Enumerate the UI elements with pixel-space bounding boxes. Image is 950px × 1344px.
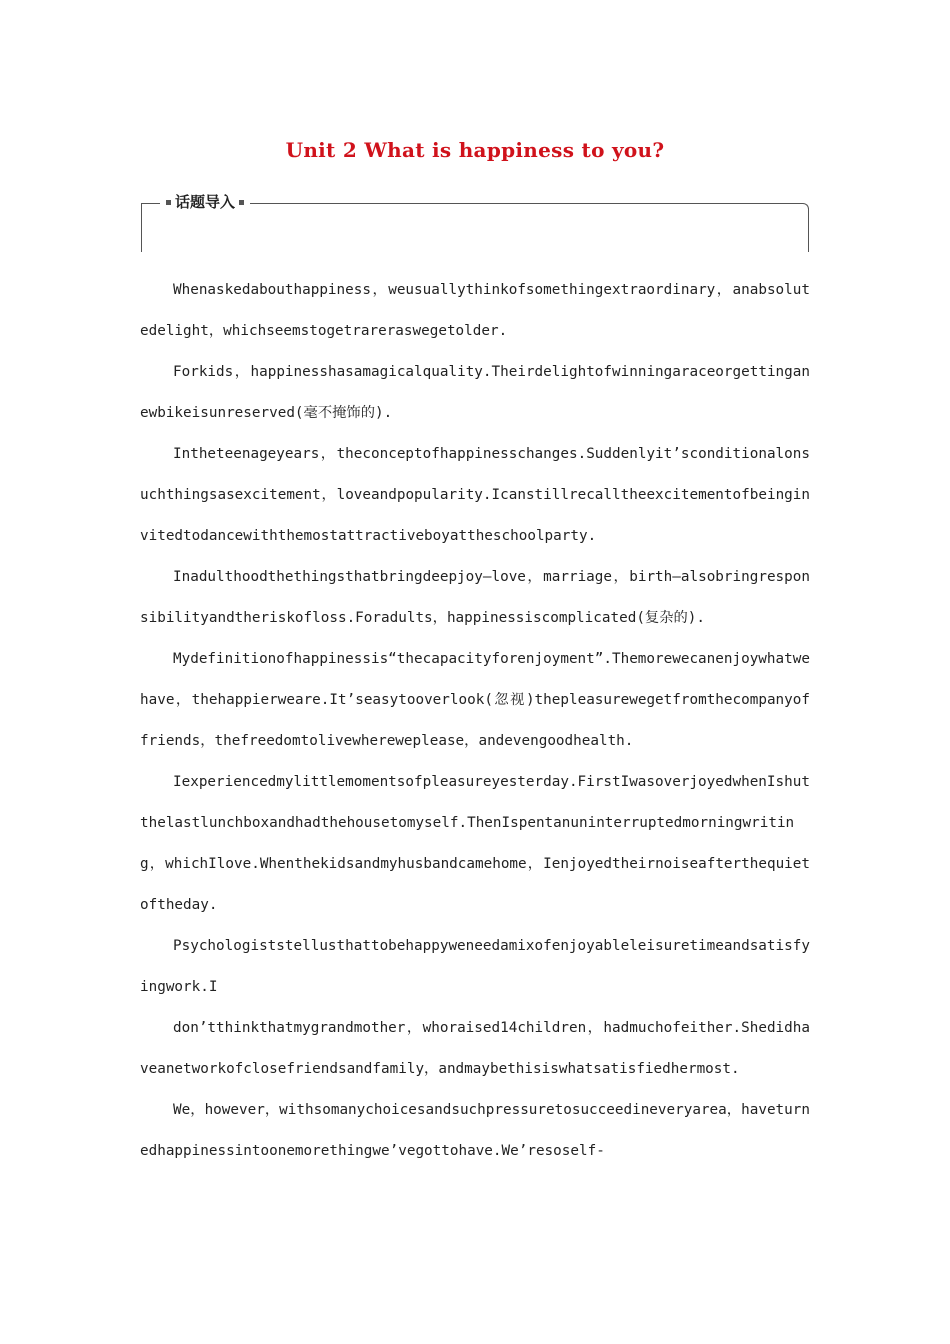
paragraph: Inadulthoodthethingsthatbringdeepjoy—love，marriage，birth—alsobringresponsibilityandtheriskofloss.Foradults，happinessiscomplicated(复杂的). bbox=[140, 569, 810, 626]
paragraph: don’tthinkthatmygrandmother，whoraised14children，hadmuchofeither.Shedidhaveanetworkofclosefriendsandfamily，andmaybethisiswhatsatisfiedhermost. bbox=[140, 1020, 810, 1077]
paragraph: Whenaskedabouthappiness，weusuallythinkofsomethingextraordinary，anabsolutedelight，whichseemstogetrareraswegetolder. bbox=[140, 282, 810, 339]
page-title: Unit 2 What is happiness to you? bbox=[285, 138, 665, 162]
paragraph: We，however，withsomanychoicesandsuchpressuretosucceedineveryarea，haveturnedhappinessintoonemorethingwe’vegottohave.We’resoself- bbox=[140, 1102, 810, 1159]
paragraph: Forkids，happinesshasamagicalquality.Theirdelightofwinningaraceorgettinganewbikeisunreserved(毫不掩饰的). bbox=[140, 364, 810, 421]
topic-intro-heading bbox=[160, 192, 250, 212]
article-body bbox=[140, 270, 810, 1172]
topic-intro-label: 话题导入 bbox=[175, 193, 236, 211]
paragraph: Iexperiencedmylittlemomentsofpleasureyesterday.FirstIwasoverjoyedwhenIshutthelastlunchboxandhadthehousetomyself.ThenIspentanuninterruptedmorningwriting，whichIlove.Whenthekidsandmyhusbandcamehome，Ienjoyedtheirnoiseafterthequietoftheday. bbox=[140, 774, 810, 913]
paragraph: Mydefinitionofhappinessis“thecapacityforenjoyment”.Themorewecanenjoywhatwehave，thehappierweare.It’seasytooverlook(忽视)thepleasurewegetfromthecompanyoffriends，thefreedomtolivewhereweplease，andevengoodhealth. bbox=[140, 651, 810, 749]
paragraph: Psychologiststellusthattobehappyweneedamixofenjoyableleisuretimeandsatisfyingwork.I bbox=[140, 938, 810, 995]
square-bullet-icon bbox=[239, 200, 244, 205]
paragraph: Intheteenageyears，theconceptofhappinesschanges.Suddenlyit’sconditionalonsuchthingsasexcitement，loveandpopularity.Icanstillrecalltheexcitementofbeinginvitedtodancewiththemostattractiveboyattheschoolparty. bbox=[140, 446, 810, 544]
square-bullet-icon bbox=[166, 200, 171, 205]
